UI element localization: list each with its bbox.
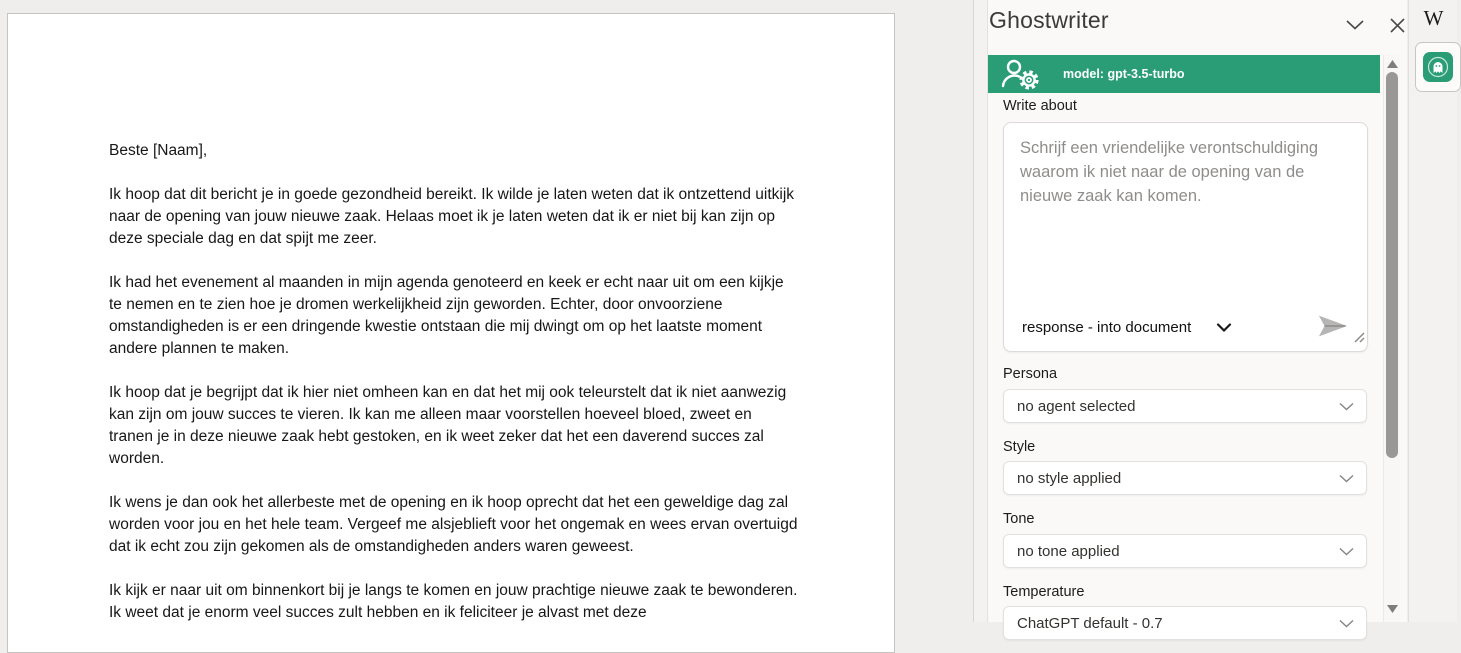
tone-label: Tone (1003, 511, 1035, 527)
addin-strip (1408, 0, 1457, 622)
pane-title: Ghostwriter (989, 7, 1109, 33)
style-dropdown[interactable] (1003, 461, 1367, 495)
chevron-down-icon (1339, 474, 1354, 483)
prompt-input[interactable] (1004, 123, 1367, 305)
write-about-label: Write about (1003, 98, 1077, 114)
paragraph[interactable]: Ik had het evenement al maanden in mijn agenda genoteerd en keek er echt naar uit om een kijkje te nemen en te zien hoe je dromen werkelijkheid zijn geworden. Echter, door onvoorziene omstandigheden is er een dringende kwestie ontstaan die mij dwingt om op het laatste moment andere plannen te maken. (109, 274, 784, 357)
wikipedia-addin-icon[interactable]: W (1423, 6, 1444, 30)
tone-dropdown[interactable] (1003, 534, 1367, 568)
resize-handle[interactable] (1351, 329, 1365, 343)
pane-menu-chevron-down-icon[interactable] (1345, 15, 1365, 35)
persona-dropdown[interactable] (1003, 389, 1367, 423)
document-text (109, 140, 799, 646)
persona-label: Persona (1003, 366, 1058, 382)
scroll-up-icon[interactable] (1386, 58, 1399, 70)
pane-close-icon[interactable] (1387, 15, 1407, 35)
paragraph-salutation[interactable]: Beste [Naam], (109, 142, 208, 159)
ghostwriter-app-icon (1423, 52, 1453, 82)
paragraph[interactable]: Ik hoop dat dit bericht je in goede gezondheid bereikt. Ik wilde je laten weten dat ik ontzettend uitkijk naar de opening van jouw nieuwe zaak. Helaas moet ik je laten weten dat ik er niet bij kan zijn op deze speciale dag en dat spijt me zeer. (109, 186, 795, 247)
paragraph[interactable]: Ik wens je dan ook het allerbeste met de opening en ik hoop oprecht dat het een geweldige dag zal worden voor jou en het hele team. Vergeef me alsjeblieft voor het ongemak en wees ervan overtuigd dat ik echt zou zijn gekomen als de omstandigheden anders waren geweest. (109, 494, 798, 555)
temperature-label: Temperature (1003, 584, 1085, 600)
send-icon[interactable] (1317, 313, 1349, 339)
pane-scrollbar (1383, 55, 1400, 622)
output-mode-select[interactable] (1022, 319, 1231, 336)
chevron-down-icon (1339, 619, 1354, 628)
scroll-down-icon[interactable] (1386, 603, 1399, 615)
persona-value: no agent selected (1017, 397, 1136, 415)
tone-value: no tone applied (1017, 542, 1120, 560)
user-settings-icon (1001, 58, 1045, 90)
output-mode-value: response - into document (1022, 318, 1192, 336)
temperature-dropdown[interactable] (1003, 606, 1367, 640)
paragraph[interactable]: Ik hoop dat je begrijpt dat ik hier niet omheen kan en dat het mij ook teleurstelt dat ik niet aanwezig kan zijn om jouw succes te vieren. Ik kan me alleen maar voorstellen hoeveel bloed, zweet en tranen je in deze nieuwe zaak hebt gestoken, en ik weet zeker dat het een daverend succes zal worden. (109, 384, 787, 467)
scrollbar-thumb[interactable] (1386, 72, 1398, 458)
temperature-value: ChatGPT default - 0.7 (1017, 614, 1163, 632)
pane-divider (973, 0, 988, 622)
ghostwriter-addin-button[interactable] (1415, 42, 1461, 92)
paragraph[interactable]: Ik kijk er naar uit om binnenkort bij je langs te komen en jouw prachtige nieuwe zaak te bewonderen. Ik weet dat je enorm veel succes zult hebben en ik feliciteer je alvast met deze (109, 582, 798, 621)
style-label: Style (1003, 439, 1036, 455)
chevron-down-icon (1339, 547, 1354, 556)
chevron-down-icon (1217, 323, 1231, 332)
document-page[interactable] (7, 13, 895, 653)
prompt-box (1003, 122, 1368, 352)
style-value: no style applied (1017, 469, 1122, 487)
model-banner[interactable] (988, 55, 1380, 93)
model-badge: model: gpt-3.5-turbo (1063, 67, 1185, 81)
ghostwriter-pane (988, 0, 1407, 632)
chevron-down-icon (1339, 402, 1354, 411)
